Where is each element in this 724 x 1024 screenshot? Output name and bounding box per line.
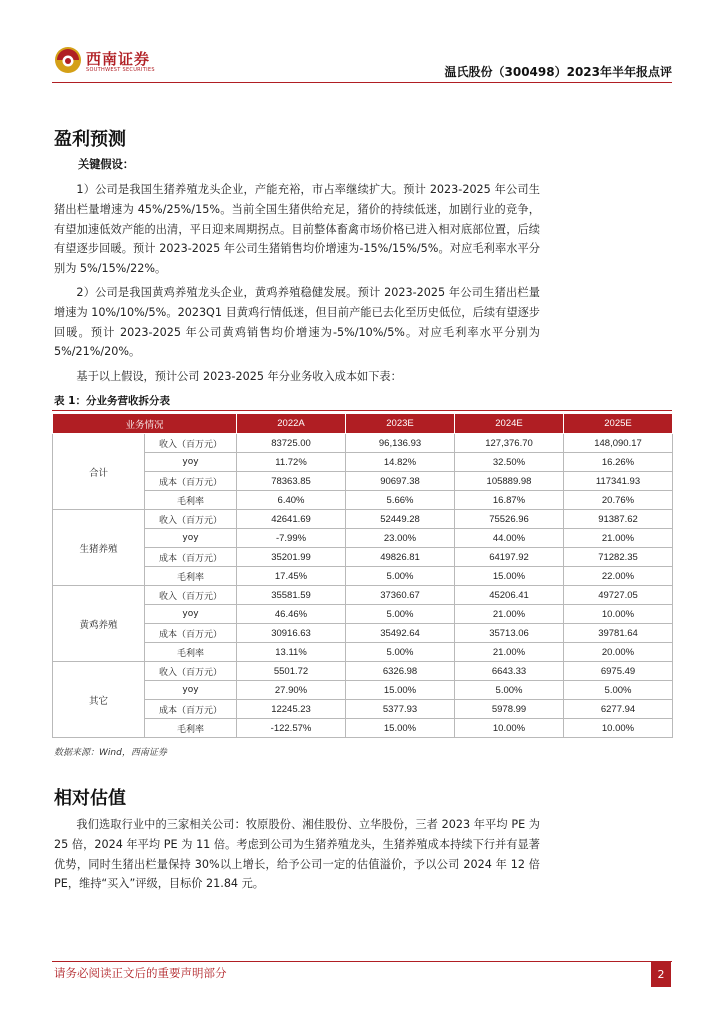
value-cell: 78363.85 bbox=[237, 472, 346, 491]
table-row bbox=[53, 491, 673, 510]
segment-revenue-table bbox=[52, 413, 673, 738]
value-cell: 27.90% bbox=[237, 681, 346, 700]
table-row bbox=[53, 434, 673, 453]
key-assumptions-label: 关键假设： bbox=[78, 158, 134, 171]
table-intro-text: 基于以上假设，预计公司 2023-2025 年分业务收入成本如下表： bbox=[76, 370, 402, 383]
table-row bbox=[53, 605, 673, 624]
metric-name-cell: 毛利率 bbox=[145, 719, 237, 738]
table-caption: 表 1：分业务营收拆分表 bbox=[54, 395, 170, 407]
metric-name-cell: 收入（百万元） bbox=[145, 434, 237, 453]
segment-name-cell: 其它 bbox=[53, 662, 145, 738]
table-row bbox=[53, 681, 673, 700]
value-cell: 15.00% bbox=[346, 681, 455, 700]
value-cell: 21.00% bbox=[455, 605, 564, 624]
value-cell: 17.45% bbox=[237, 567, 346, 586]
value-cell: 52449.28 bbox=[346, 510, 455, 529]
report-title: 温氏股份（300498）2023年半年报点评 bbox=[444, 65, 672, 79]
footer-disclaimer: 请务必阅读正文后的重要声明部分 bbox=[54, 966, 227, 980]
table-row bbox=[53, 548, 673, 567]
value-cell: 64197.92 bbox=[455, 548, 564, 567]
table-body bbox=[53, 434, 673, 738]
value-cell: 35492.64 bbox=[346, 624, 455, 643]
metric-name-cell: 毛利率 bbox=[145, 567, 237, 586]
segment-name-cell: 黄鸡养殖 bbox=[53, 586, 145, 662]
value-cell: 6643.33 bbox=[455, 662, 564, 681]
value-cell: 39781.64 bbox=[564, 624, 673, 643]
valuation-heading: 相对估值 bbox=[54, 788, 126, 809]
value-cell: 6975.49 bbox=[564, 662, 673, 681]
metric-name-cell: 成本（百万元） bbox=[145, 624, 237, 643]
value-cell: 49826.81 bbox=[346, 548, 455, 567]
value-cell: 21.00% bbox=[455, 643, 564, 662]
header-2022a: 2022A bbox=[237, 414, 346, 434]
logo-emblem-icon bbox=[54, 46, 82, 74]
value-cell: 71282.35 bbox=[564, 548, 673, 567]
value-cell: 44.00% bbox=[455, 529, 564, 548]
table-row bbox=[53, 643, 673, 662]
value-cell: 49727.05 bbox=[564, 586, 673, 605]
metric-name-cell: 收入（百万元） bbox=[145, 586, 237, 605]
value-cell: 5.00% bbox=[346, 643, 455, 662]
header-2023e: 2023E bbox=[346, 414, 455, 434]
metric-name-cell: yoy bbox=[145, 453, 237, 472]
metric-name-cell: yoy bbox=[145, 681, 237, 700]
value-cell: 22.00% bbox=[564, 567, 673, 586]
value-cell: 20.00% bbox=[564, 643, 673, 662]
value-cell: 45206.41 bbox=[455, 586, 564, 605]
table-row bbox=[53, 700, 673, 719]
assumption-text-2: 2）公司是我国黄鸡养殖龙头企业，黄鸡养殖稳健发展。预计 2023-2025 年公司生猪出栏量增速为 10%/10%/5%。2023Q1 目黄鸡行情低迷，但目前产能已去化至历史低位，后续有望逐步回暖。预计 2023-2025 年公司黄鸡销售均价增速为-5%/10%/5%。对应毛利率水平分别为 5%/21%/20%。 bbox=[54, 286, 540, 359]
value-cell: 23.00% bbox=[346, 529, 455, 548]
segment-name-cell: 合计 bbox=[53, 434, 145, 510]
header-2024e: 2024E bbox=[455, 414, 564, 434]
company-logo bbox=[54, 46, 164, 76]
value-cell: 14.82% bbox=[346, 453, 455, 472]
value-cell: 10.00% bbox=[564, 605, 673, 624]
assumption-text-1: 1）公司是我国生猪养殖龙头企业，产能充裕，市占率继续扩大。预计 2023-2025 年公司生猪出栏量增速为 45%/25%/15%。当前全国生猪供给充足，猪价的持续低迷，加剧行业的竞争，有望加速低效产能的出清，平日迎来周期拐点。目前整体畜禽市场价格已进入相对底部位置，后续有望逐步回暖。预计 2023-2025 年公司生猪销售均价增速为-15%/15%/5%。对应毛利率水平分别为 5%/15%/22%。 bbox=[54, 183, 540, 276]
value-cell: 37360.67 bbox=[346, 586, 455, 605]
value-cell: 20.76% bbox=[564, 491, 673, 510]
page-number: 2 bbox=[651, 962, 671, 987]
value-cell: 35201.99 bbox=[237, 548, 346, 567]
value-cell: 13.11% bbox=[237, 643, 346, 662]
value-cell: 96,136.93 bbox=[346, 434, 455, 453]
value-cell: 6.40% bbox=[237, 491, 346, 510]
metric-name-cell: 成本（百万元） bbox=[145, 548, 237, 567]
value-cell: 6277.94 bbox=[564, 700, 673, 719]
value-cell: 11.72% bbox=[237, 453, 346, 472]
value-cell: 91387.62 bbox=[564, 510, 673, 529]
metric-name-cell: 收入（百万元） bbox=[145, 510, 237, 529]
value-cell: 15.00% bbox=[455, 567, 564, 586]
table-row bbox=[53, 662, 673, 681]
metric-name-cell: 成本（百万元） bbox=[145, 472, 237, 491]
value-cell: 148,090.17 bbox=[564, 434, 673, 453]
header-2025e: 2025E bbox=[564, 414, 673, 434]
table-row bbox=[53, 529, 673, 548]
footer-divider bbox=[52, 961, 672, 962]
table-caption-divider bbox=[52, 410, 672, 411]
valuation-text: 我们选取行业中的三家相关公司：牧原股份、湘佳股份、立华股份，三者 2023 年平均 PE 为 25 倍，2024 年平均 PE 为 11 倍。考虑到公司为生猪养殖龙头，生猪养殖成本持续下行并有显著优势，同时生猪出栏量保持 30%以上增长，给予公司一定的估值溢价，予以公司 2024 年 12 倍 PE，维持“买入”评级，目标价 21.84 元。 bbox=[54, 818, 540, 891]
table-row bbox=[53, 567, 673, 586]
metric-name-cell: 成本（百万元） bbox=[145, 700, 237, 719]
value-cell: 32.50% bbox=[455, 453, 564, 472]
value-cell: 10.00% bbox=[564, 719, 673, 738]
value-cell: 6326.98 bbox=[346, 662, 455, 681]
header-divider bbox=[52, 82, 672, 83]
table-header-row bbox=[53, 414, 673, 434]
valuation-paragraph bbox=[54, 815, 540, 894]
table-intro-paragraph bbox=[54, 367, 540, 387]
table-row bbox=[53, 453, 673, 472]
table-row bbox=[53, 510, 673, 529]
table-source: 数据来源：Wind，西南证券 bbox=[54, 748, 167, 758]
segment-name-cell: 生猪养殖 bbox=[53, 510, 145, 586]
value-cell: 35713.06 bbox=[455, 624, 564, 643]
value-cell: 5978.99 bbox=[455, 700, 564, 719]
value-cell: 5.66% bbox=[346, 491, 455, 510]
value-cell: -122.57% bbox=[237, 719, 346, 738]
metric-name-cell: 毛利率 bbox=[145, 491, 237, 510]
forecast-heading: 盈利预测 bbox=[54, 129, 126, 150]
value-cell: 42641.69 bbox=[237, 510, 346, 529]
assumption-paragraph-2 bbox=[54, 283, 540, 362]
value-cell: 15.00% bbox=[346, 719, 455, 738]
value-cell: 30916.63 bbox=[237, 624, 346, 643]
value-cell: 5.00% bbox=[346, 567, 455, 586]
metric-name-cell: yoy bbox=[145, 529, 237, 548]
value-cell: 16.87% bbox=[455, 491, 564, 510]
logo-brand-cn: 西南证券 bbox=[86, 50, 151, 68]
table-row bbox=[53, 624, 673, 643]
table-row bbox=[53, 719, 673, 738]
value-cell: 5377.93 bbox=[346, 700, 455, 719]
value-cell: 117341.93 bbox=[564, 472, 673, 491]
value-cell: 75526.96 bbox=[455, 510, 564, 529]
metric-name-cell: yoy bbox=[145, 605, 237, 624]
value-cell: 5.00% bbox=[564, 681, 673, 700]
assumption-paragraph-1 bbox=[54, 180, 540, 279]
value-cell: 16.26% bbox=[564, 453, 673, 472]
value-cell: 35581.59 bbox=[237, 586, 346, 605]
value-cell: 46.46% bbox=[237, 605, 346, 624]
value-cell: 83725.00 bbox=[237, 434, 346, 453]
header-business: 业务情况 bbox=[53, 414, 237, 434]
metric-name-cell: 收入（百万元） bbox=[145, 662, 237, 681]
value-cell: 90697.38 bbox=[346, 472, 455, 491]
value-cell: 105889.98 bbox=[455, 472, 564, 491]
value-cell: 12245.23 bbox=[237, 700, 346, 719]
value-cell: -7.99% bbox=[237, 529, 346, 548]
value-cell: 10.00% bbox=[455, 719, 564, 738]
table-row bbox=[53, 586, 673, 605]
value-cell: 5.00% bbox=[346, 605, 455, 624]
value-cell: 21.00% bbox=[564, 529, 673, 548]
value-cell: 5501.72 bbox=[237, 662, 346, 681]
value-cell: 5.00% bbox=[455, 681, 564, 700]
table-row bbox=[53, 472, 673, 491]
value-cell: 127,376.70 bbox=[455, 434, 564, 453]
metric-name-cell: 毛利率 bbox=[145, 643, 237, 662]
logo-brand-en: SOUTHWEST SECURITIES bbox=[86, 67, 155, 73]
